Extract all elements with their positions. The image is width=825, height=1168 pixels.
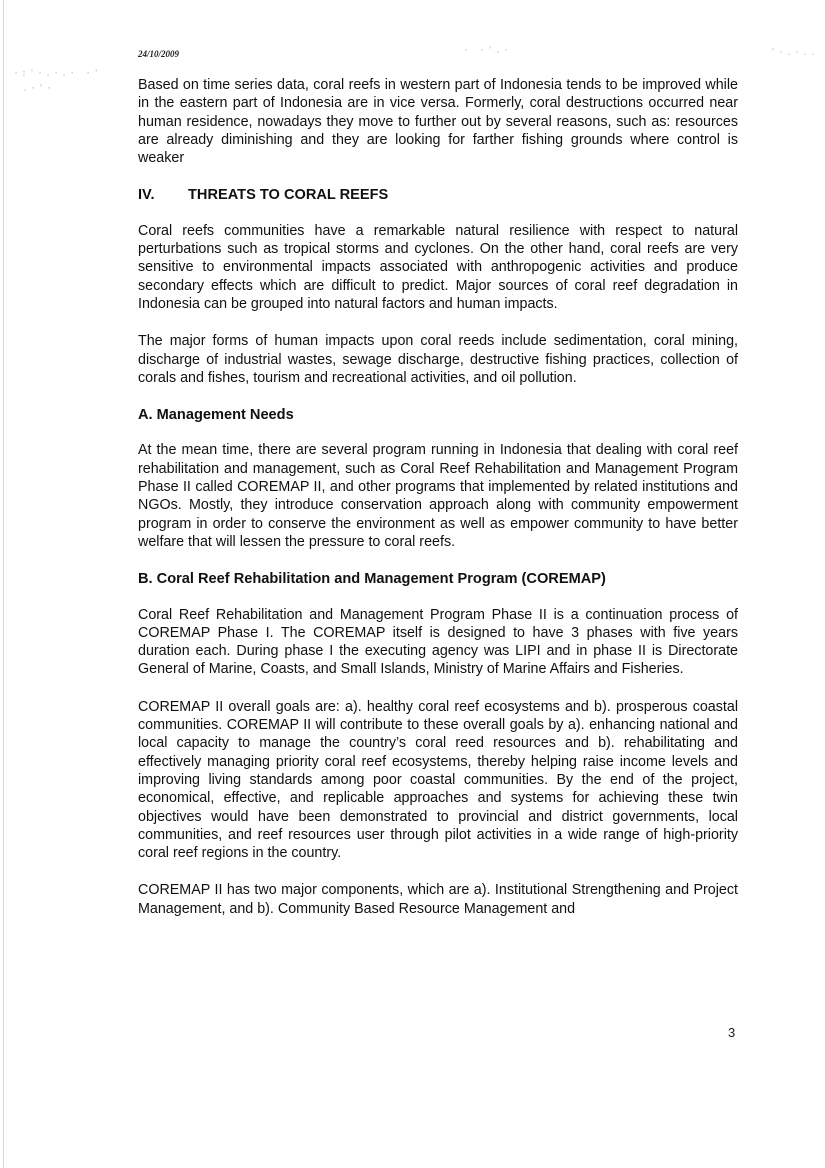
section-heading-threats [138,186,738,204]
scan-noise-mark: '·.·.. [770,47,819,58]
paragraph-human-impacts: The major forms of human impacts upon coral reeds include sedimentation, coral mining, discharge of industrial wastes, sewage discharge, destructive fishing practices, collection of corals and fishes, tourism and recreational activities, and oil pollution. [138,333,738,386]
subheading-management-needs: A. Management Needs [138,407,294,424]
scan-noise-mark: .·'· [22,83,55,94]
page-left-edge-line [3,0,4,1168]
paragraph-natural-resilience: Coral reefs communities have a remarkable natural resilience with respect to natural perturbations such as tropical storms and cyclones. On the other hand, coral reefs are very sensitive to environmental impacts associated with anthropogenic activities and produce secondary effects which are difficult to predict. Major sources of coral reef degradation in Indonesia can be grouped into natural factors and human impacts. [138,222,738,312]
page-number: 3 [728,1025,736,1040]
document-body [138,76,738,937]
paragraph-coremap-phase: Coral Reef Rehabilitation and Management Program Phase II is a continuation process of COREMAP Phase I. The COREMAP itself is designed to have 3 phases with five years duration each. During phase I the executing agency was LIPI and in phase II is Directorate General of Marine, Coasts, and Small Islands, Ministry of Marine Affairs and Fisheries. [138,606,738,678]
scan-noise-mark: ·:'·.·.· ·' [13,68,102,79]
section-number: IV. [138,187,155,204]
document-date: 24/10/2009 [138,49,180,59]
scan-noise-mark: · ·'.· [463,45,512,56]
subheading-coremap: B. Coral Reef Rehabilitation and Management Program (COREMAP) [138,571,606,588]
paragraph-coremap-components: COREMAP II has two major components, which are a). Institutional Strengthening and Project Management, and b). Community Based Resource Management and [138,882,738,917]
paragraph-management-programs: At the mean time, there are several program running in Indonesia that dealing with coral reef rehabilitation and management, such as Coral Reef Rehabilitation and Management Program Phase II called COREMAP II, and other programs that implemented by related institutions and NGOs. Mostly, they introduce conservation approach along with community empowerment program in order to conserve the environment as well as empower community to have better welfare that will lessen the pressure to coral reefs. [138,442,738,550]
paragraph-coremap-goals: COREMAP II overall goals are: a). healthy coral reef ecosystems and b). prosperous coastal communities. COREMAP II will contribute to these overall goals by a). enhancing national and local capacity to manage the country’s coral reed resources and b). rehabilitating and effectively managing priority coral reef ecosystems, thereby helping raise income levels and improving living standards among poor coastal communities. By the end of the project, economical, effective, and replicable approaches and systems for achieving these twin objectives would have been demonstrated to provincial and district governments, local communities, and reef resources user through pilot activities in a wide range of high-priority coral reef regions in the country. [138,698,738,862]
section-title: THREATS TO CORAL REEFS [188,187,389,204]
paragraph-time-series: Based on time series data, coral reefs in western part of Indonesia tends to be improved while in the eastern part of Indonesia are in vice versa. Formerly, coral destructions occurred near human residence, nowadays they move to further out by several reasons, such as: resources are already diminishing and they are looking for farther fishing grounds where control is weaker [138,77,738,167]
